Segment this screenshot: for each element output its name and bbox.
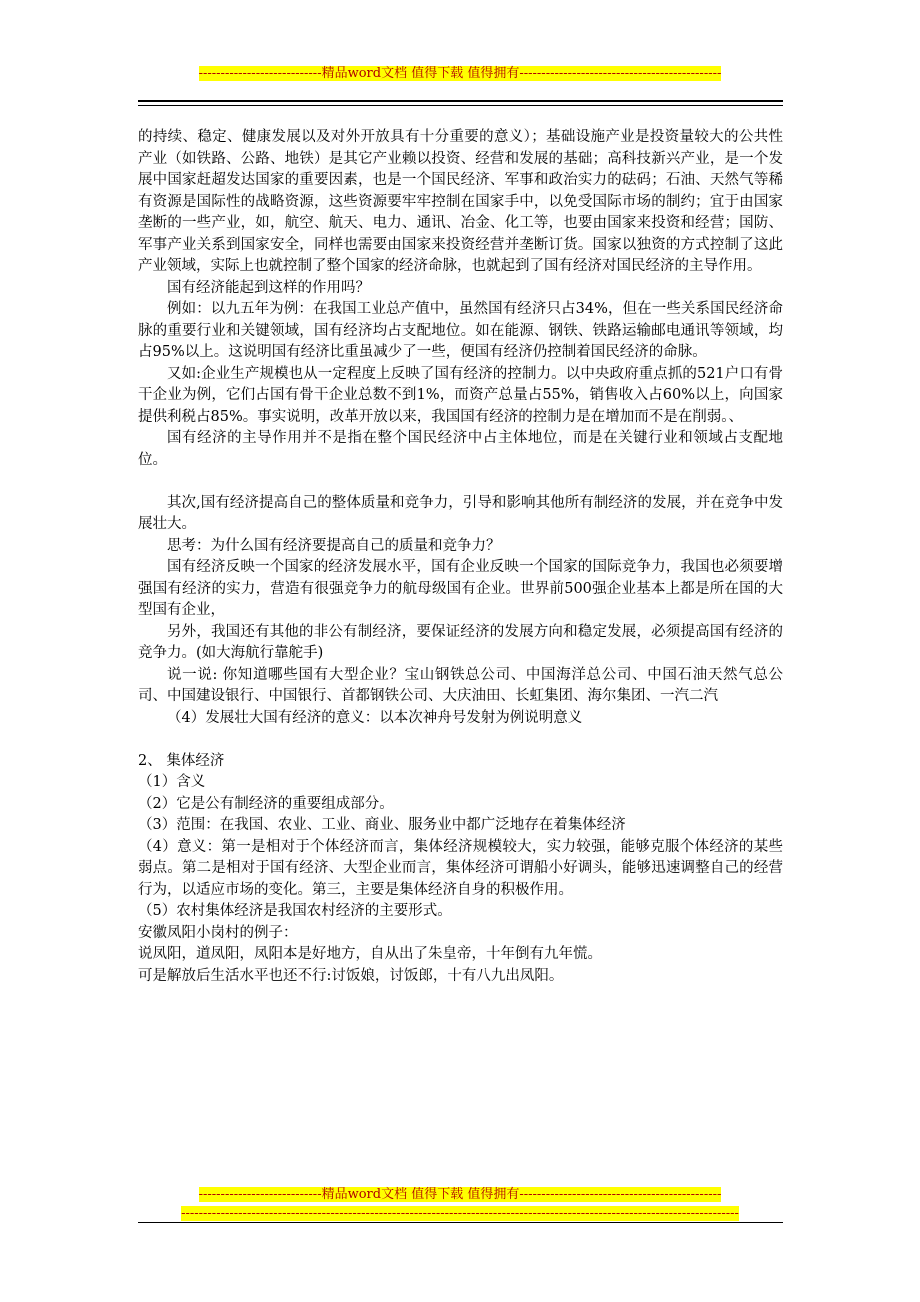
paragraph-discuss: 说一说: 你知道哪些国有大型企业？宝山钢铁总公司、中国海洋总公司、中国石油天然气总公司、中国建设银行、中国银行、首都钢铁公司、大庆油田、长虹集团、海尔集团、一汽二汽	[138, 666, 783, 704]
paragraph-question: 国有经济能起到这样的作用吗？	[167, 279, 370, 296]
list-item-scope: （3）范围：在我国、农业、工业、商业、服务业中都广泛地存在着集体经济	[138, 817, 626, 833]
paragraph-think: 思考：为什么国有经济要提高自己的质量和竞争力？	[167, 537, 501, 554]
header-rule-thin	[138, 105, 783, 106]
header-banner-text: ----------------------------精品word文档 值得下载 值得拥有----------------------------------------------	[198, 66, 722, 81]
list-item-rural: （5）农村集体经济是我国农村经济的主要形式。	[138, 903, 452, 919]
paragraph-leading-role: 国有经济的主导作用并不是指在整个国民经济中占主体地位，而是在关键行业和领域占支配地位。	[138, 430, 783, 468]
list-item-significance: （4）意义：第一是相对于个体经济而言，集体经济规模较大，实力较强，能够克服个体经济的某些弱点。第二是相对于国有经济、大型企业而言，集体经济可谓船小好调头，能够迅速调整自己的经营行为，以适应市场的变化。第三，主要是集体经济自身的积极作用。	[138, 838, 783, 898]
footer-banner-dashes	[0, 1206, 920, 1222]
paragraph-xiaogang: 安徽凤阳小岗村的例子：	[138, 924, 298, 941]
paragraph-spacer	[138, 471, 783, 493]
header-rule-thick	[138, 100, 783, 102]
document-body	[138, 127, 783, 987]
section-heading-collective: 2、 集体经济	[138, 752, 225, 769]
footer-banner-text: ----------------------------精品word文档 值得下载 值得拥有----------------------------------------------	[198, 1187, 722, 1202]
paragraph-fengyang-song-1: 说凤阳，道凤阳，凤阳本是好地方，自从出了朱皇帝，十年倒有九年慌。	[138, 946, 602, 962]
paragraph-industries: 的持续、稳定、健康发展以及对外开放具有十分重要的意义）；基础设施产业是投资量较大的公共性产业（如铁路、公路、地铁）是其它产业赖以投资、经营和发展的基础；高科技新兴产业，是一个发展中国家赶超发达国家的重要因素，也是一个国民经济、军事和政治实力的砝码；石油、天然气等稀有资源是国际性的战略资源，这些资源要牢牢控制在国家手中，以免受国际市场的制约；宜于由国家垄断的一些产业，如，航空、航天、电力、通讯、冶金、化工等，也要由国家来投资和经营；国防、军事产业关系到国家安全，同样也需要由国家来投资经营并垄断订货。国家以独资的方式控制了这此产业领域，实际上也就控制了整个国家的经济命脉，也就起到了国有经济对国民经济的主导作用。	[138, 129, 783, 274]
paragraph-competitiveness: 国有经济反映一个国家的经济发展水平，国有企业反映一个国家的国际竞争力，我国也必须要增强国有经济的实力，营造有很强竞争力的航母级国有企业。世界前500强企业基本上都是所在国的大型国有企业，	[138, 559, 783, 618]
header-banner	[0, 66, 920, 82]
footer-banner-dashes-text: -------------------------------------------------------------------------------------------------------------------------------	[181, 1206, 739, 1221]
footer-rule	[138, 1222, 783, 1223]
paragraph-moreover: 另外，我国还有其他的非公有制经济，要保证经济的发展方向和稳定发展，必须提高国有经济的竞争力。(如大海航行靠舵手)	[138, 623, 783, 661]
list-item-component: （2）它是公有制经济的重要组成部分。	[138, 795, 394, 812]
list-item-meaning: （1）含义	[138, 774, 206, 790]
paragraph-fengyang-song-2: 可是解放后生活水平也还不行:讨饭娘，讨饭郎，十有八九出凤阳。	[138, 967, 564, 984]
paragraph-significance: （4）发展壮大国有经济的意义：以本次神舟号发射为例说明意义	[167, 709, 583, 726]
paragraph-example-521: 又如:企业生产规模也从一定程度上反映了国有经济的控制力。以中央政府重点抓的521户口有骨干企业为例，它们占国有骨干企业总数不到1%，而资产总量占55%，销售收入占60%以上，向国家提供利税占85%。事实说明，改革开放以来，我国国有经济的控制力是在增加而不是在削弱。、	[138, 365, 783, 425]
paragraph-secondly: 其次,国有经济提高自己的整体质量和竞争力，引导和影响其他所有制经济的发展，并在竞争中发展壮大。	[138, 494, 783, 532]
paragraph-spacer	[138, 729, 783, 751]
paragraph-example-1995: 例如：以九五年为例：在我国工业总产值中，虽然国有经济只占34%，但在一些关系国民经济命脉的重要行业和关键领域，国有经济均占支配地位。如在能源、钢铁、铁路运输邮电通讯等领域，均占95%以上。这说明国有经济比重虽减少了一些，便国有经济仍控制着国民经济的命脉。	[138, 301, 783, 360]
footer-banner	[0, 1187, 920, 1203]
